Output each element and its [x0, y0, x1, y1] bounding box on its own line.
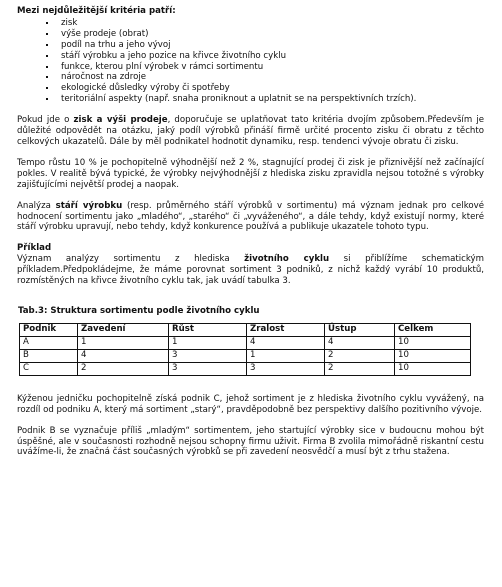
table-cell: 10: [395, 336, 471, 349]
text-run: (resp. průměrného stáří výrobků v sortimentu) má význam jednak pro celkové hodnocení sortimentu jako „mladého“, „starého“ či „vyváženého“, a dále tehdy, když existují normy, které stáří výrobku upravují, nebo tehdy, když konkurence používá a publikuje ukazatele tohoto typu.: [17, 200, 485, 233]
paragraph-growth: Tempo růstu 10 % je pochopitelně výhodnější než 2 %, stagnující prodej či zisk je přiznivější než začínající pokles. V realitě bývá typické, že výrobky nejvýhodnější z hlediska zisku zpravidla nejsou totožné s výrobky zajišťujícími největší prodej a naopak.: [17, 157, 484, 190]
table-cell: 1: [78, 336, 169, 349]
column-header: Růst: [169, 323, 247, 336]
paragraph-company-b: Podnik B se vyznačuje příliš „mladým“ sortimentem, jeho startující výrobky sice v budoucnu mohou být úspěšné, ale v současnosti rozhodně nejsou schopny firmu uživit. Firma B zvolila mimořádně riskantní cestu uvážíme-li, že značná část současných výrobků se při zavedení neosvědčí a musí být z trhu stažena.: [17, 425, 484, 458]
table-row: [20, 349, 471, 362]
paragraph-example: [17, 254, 484, 287]
text-run: Význam analýzy sortimentu z hlediska: [17, 254, 245, 265]
list-item: ▪ ekologické důsledky výroby či spotřeby: [57, 83, 484, 94]
column-header: Zavedení: [78, 323, 169, 336]
text-run: Analýza: [17, 200, 56, 211]
paragraph-profit: [17, 115, 484, 148]
text-run: Pokud jde o: [17, 115, 74, 126]
example-heading: Příklad: [17, 243, 52, 254]
lifecycle-table: [19, 323, 471, 376]
text-run: si přiblížíme schematickým příkladem.Předpokládejme, že máme porovnat sortiment 3 podniků, z nichž každý vyrábí 10 produktů, rozmístěných na křivce životního cyklu tak, jak uvádí tabulka 3.: [17, 254, 485, 287]
column-header: Zralost: [247, 323, 325, 336]
criteria-heading: Mezi nejdůležitější kritéria patří:: [17, 6, 176, 16]
table-cell: 2: [325, 362, 395, 375]
paragraph-company-c: Kýženou jedničku pochopitelně získá podnik C, jehož sortiment je z hlediska životního cyklu vyvážený, na rozdíl od podniku A, který má sortiment „starý“, pravděpodobně bez perspektivy dalšího pozitivního vývoje.: [17, 393, 484, 415]
list-item: ▪ funkce, kterou plní výrobek v rámci sortimentu: [57, 62, 484, 73]
table-cell: 1: [247, 349, 325, 362]
table-cell: A: [20, 336, 78, 349]
column-header: Celkem: [395, 323, 471, 336]
table-cell: 4: [325, 336, 395, 349]
table-cell: 3: [169, 349, 247, 362]
table-row: [20, 362, 471, 375]
emphasis-text: stáří výrobku: [55, 200, 123, 211]
text-run: , doporučuje se uplatňovat tato kritéria dvojím způsobem.Především je důležité odpovědět na otázku, jaký podíl výrobků přináší firmě určité procento zisku či obratu z těchto celkových ukazatelů. Dále by měl podnikatel hodnotit dynamiku, resp. tendenci vývoje obratu či zisku.: [17, 115, 484, 147]
column-header: Ústup: [325, 323, 395, 336]
table-cell: 1: [169, 336, 247, 349]
list-item: ▪ náročnost na zdroje: [57, 72, 484, 83]
list-item: ▪ podíl na trhu a jeho vývoj: [57, 40, 484, 51]
table-cell: 3: [169, 362, 247, 375]
table-cell: 3: [247, 362, 325, 375]
paragraph-age: [17, 201, 484, 234]
table-cell: 10: [395, 349, 471, 362]
list-item: ▪ výše prodeje (obrat): [57, 29, 484, 40]
table-cell: C: [20, 362, 78, 375]
criteria-list: [17, 18, 484, 105]
table-cell: 4: [78, 349, 169, 362]
emphasis-text: zisk a výši prodeje: [73, 115, 168, 126]
table-cell: B: [20, 349, 78, 362]
list-item: ▪ zisk: [57, 18, 484, 29]
list-item: ▪ stáří výrobku a jeho pozice na křivce životního cyklu: [57, 51, 484, 62]
table-header-row: [20, 323, 471, 336]
table-cell: 2: [325, 349, 395, 362]
table-row: [20, 336, 471, 349]
table-title: Tab.3: Struktura sortimentu podle životního cyklu: [18, 305, 260, 316]
column-header: Podnik: [20, 323, 78, 336]
table-cell: 10: [395, 362, 471, 375]
list-item: ▪ teritoriální aspekty (např. snaha proniknout a uplatnit se na perspektivních trzích).: [57, 94, 484, 105]
table-cell: 2: [78, 362, 169, 375]
table-cell: 4: [247, 336, 325, 349]
emphasis-text: životního cyklu: [244, 254, 330, 265]
